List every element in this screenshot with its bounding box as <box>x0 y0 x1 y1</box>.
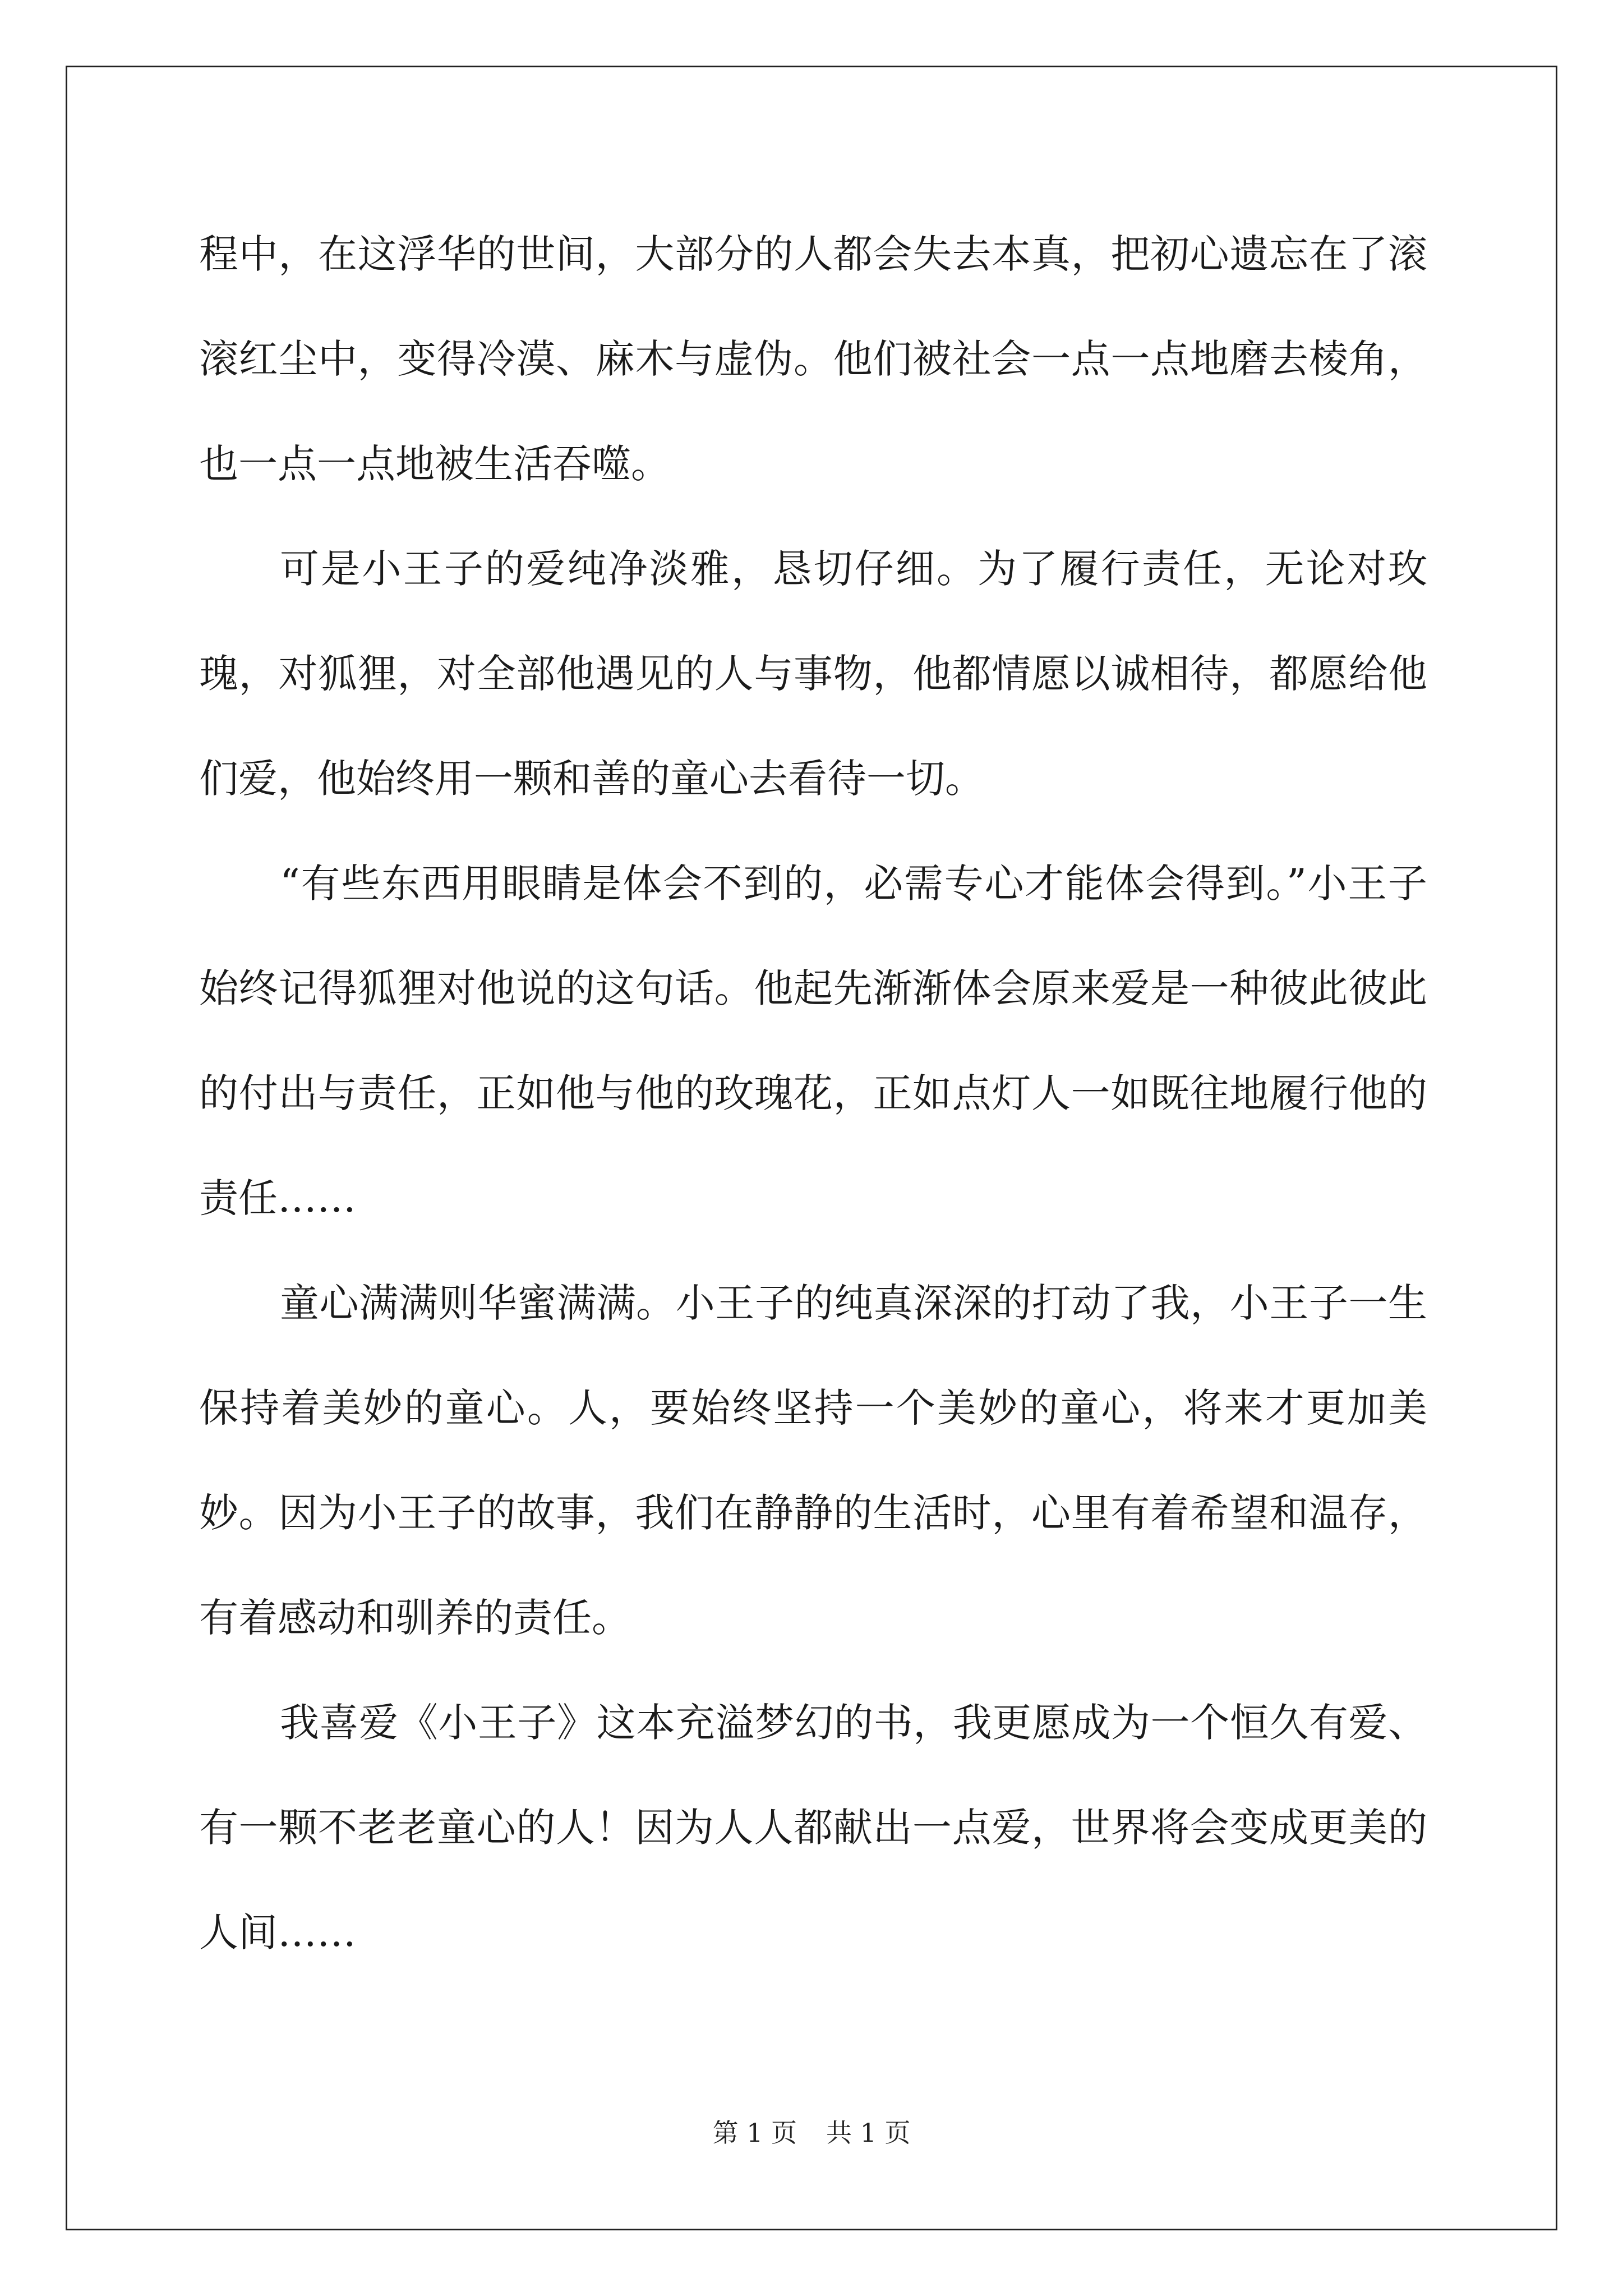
document-body <box>199 202 1427 1985</box>
page-number-total: 共 1 页 <box>826 2118 911 2148</box>
page-number-current: 第 1 页 <box>712 2118 797 2148</box>
paragraph-3: “有些东西用眼睛是体会不到的，必需专心才能体会得到。”小王子始终记得狐狸对他说的这句话。他起先渐渐体会原来爱是一种彼此彼此的付出与责任，正如他与他的玫瑰花，正如点灯人一如既往地履行他的责任…… <box>199 861 1427 1221</box>
paragraph-4: 童心满满则华蜜满满。小王子的纯真深深的打动了我，小王子一生保持着美妙的童心。人，要始终坚持一个美妙的童心，将来才更加美妙。因为小王子的故事，我们在静静的生活时，心里有着希望和温存，有着感动和驯养的责任。 <box>199 1280 1427 1641</box>
page-footer <box>0 2116 1623 2150</box>
paragraph-1: 程中，在这浮华的世间，大部分的人都会失去本真，把初心遗忘在了滚滚红尘中，变得冷漠、麻木与虚伪。他们被社会一点一点地磨去棱角，也一点一点地被生活吞噬。 <box>199 231 1427 487</box>
paragraph-2: 可是小王子的爱纯净淡雅，恳切仔细。为了履行责任，无论对玫瑰，对狐狸，对全部他遇见的人与事物，他都情愿以诚相待，都愿给他们爱，他始终用一颗和善的童心去看待一切。 <box>199 546 1427 802</box>
paragraph-5: 我喜爱《小王子》这本充溢梦幻的书，我更愿成为一个恒久有爱、有一颗不老老童心的人！因为人人都献出一点爱，世界将会变成更美的人间…… <box>199 1700 1427 1955</box>
